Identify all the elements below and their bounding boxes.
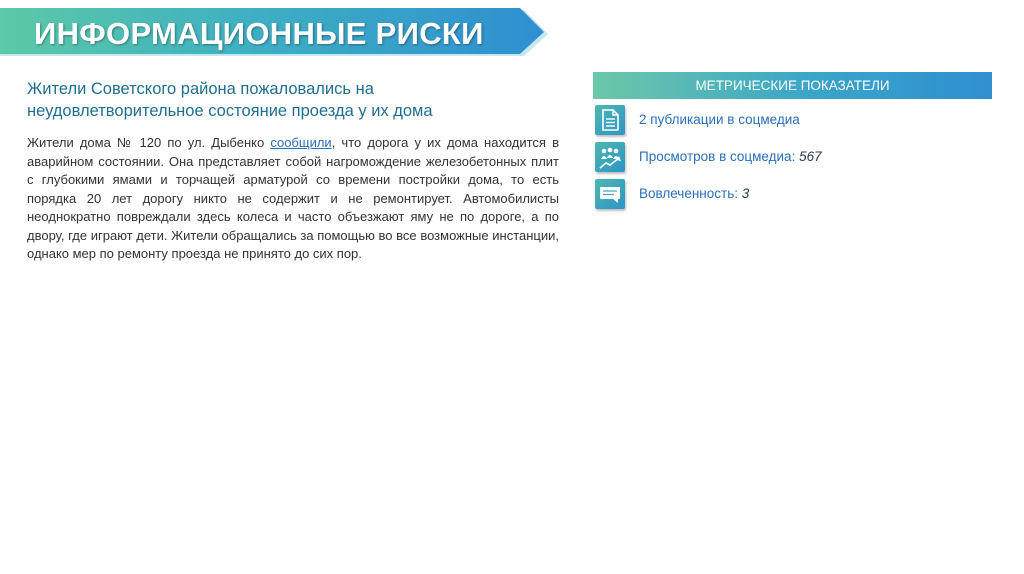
headline-line-2: неудовлетворительное состояние проезда у их дома (27, 102, 433, 120)
headline-line-1: Жители Советского района пожаловались на (27, 80, 374, 98)
source-link[interactable]: сообщили (270, 135, 332, 150)
metric-label (639, 186, 749, 201)
metric-label-text: Вовлеченность: (639, 186, 742, 201)
article-headline (27, 78, 559, 122)
metric-label (639, 149, 822, 164)
metric-label-text: 2 публикации в соцмедиа (639, 112, 800, 127)
metric-value: 567 (799, 149, 822, 164)
article-body (27, 134, 559, 264)
metric-views (593, 142, 992, 179)
body-text-rest: , что дорога у их дома находится в аварийном состоянии. Она представляет собой нагромождение железобетонных плит с глубокими ямами и торчащей арматурой со времени постройки дома, то есть порядка 20 лет дорогу никто не содержит и не ремонтирует. Автомобилисты неоднократно повреждали здесь колеса и часто объезжают яму не по дороге, а по двору, где играют дети. Жители обращались за помощью во все возможные инстанции, однако мер по ремонту проезда не принято до сих пор. (27, 135, 559, 261)
metric-publications (593, 105, 992, 142)
metric-engagement (593, 179, 992, 216)
title-banner (0, 8, 550, 56)
metric-label (639, 112, 800, 127)
body-text-start: Жители дома № 120 по ул. Дыбенко (27, 135, 271, 150)
metric-label-text: Просмотров в соцмедиа: (639, 149, 800, 164)
metrics-panel (593, 72, 992, 216)
speech-bubble-icon (595, 179, 625, 209)
people-growth-icon (595, 142, 625, 172)
metric-value: 3 (741, 186, 750, 201)
news-article (27, 78, 559, 264)
page-title: ИНФОРМАЦИОННЫЕ РИСКИ (34, 16, 484, 51)
document-icon (595, 105, 625, 135)
metrics-header: МЕТРИЧЕСКИЕ ПОКАЗАТЕЛИ (593, 72, 992, 99)
